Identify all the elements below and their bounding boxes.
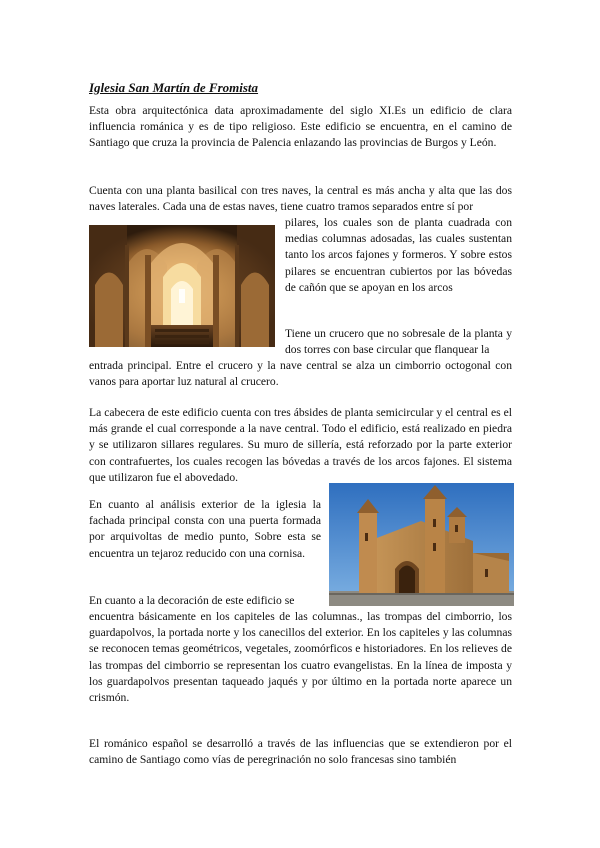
paragraph-decoration-rest: encuentra básicamente en los capiteles de las columnas., las trompas del cimborrio, los guardapolvos, la portada norte y los canecillos del exterior. En los capiteles y las columnas se reconocen temas geométricos, vegetales, zoomórficos e historiadores. En los relieves de las trompas del cimborrio se representan los cuatro evangelistas. En la línea de imposta y los guardapolvos presentan taqueado jaqués y por último en la portada norte aparece un crismón. — [89, 610, 512, 705]
paragraph-exterior: En cuanto al análisis exterior de la iglesia la fachada principal consta con una puerta formada por arquivoltas de medio punto, Sobre esta se encuentra un tejaroz reducido con una cornisa. — [89, 498, 321, 560]
paragraph-romanesque: El románico español se desarrolló a través de las influencias que se extendieron por el camino de Santiago como vías de peregrinación no solo francesas sino también — [89, 737, 512, 767]
church-interior-image — [89, 225, 275, 347]
paragraph-crossing-rest: entrada principal. Entre el crucero y la nave central se alza un cimborrio octogonal con vanos para aportar luz natural al crucero. — [89, 359, 512, 389]
paragraph-apse: La cabecera de este edificio cuenta con tres ábsides de planta semicircular y el central es el más grande el cual corresponde a la nave central. Todo el edificio, está realizado en piedra y se utilizaron sillares regulares. Su muro de sillería, está reforzado por la parte exterior con contrafuertes, los cuales recogen las bóvedas a través de los arcos fajones. El sistema que utilizaron fue el abovedado. — [89, 406, 512, 484]
church-interior-photo — [89, 225, 275, 347]
paragraph-plan-lead: Cuenta con una planta basilical con tres naves, la central es más ancha y alta que las dos naves laterales. Cada una de estas naves, tiene cuatro tramos separados entre sí por — [89, 184, 512, 214]
paragraph-crossing-wrap: Tiene un crucero que no sobresale de la planta y dos torres con base circular que flanquear la — [285, 327, 512, 357]
paragraph-intro: Esta obra arquitectónica data aproximadamente del siglo XI.Es un edificio de clara influencia románica y es de tipo religioso. Este edificio se encuentra, en el camino de Santiago que cruza la provincia de Palencia enlazando las provincias de Burgos y León. — [89, 104, 512, 150]
church-exterior-photo — [329, 483, 514, 606]
page-title: Iglesia San Martín de Fromista — [89, 80, 259, 95]
paragraph-decoration-wrap: En cuanto a la decoración de este edificio se — [89, 594, 295, 607]
church-exterior-image — [329, 483, 514, 606]
paragraph-plan-wrap: pilares, los cuales son de planta cuadrada con medias columnas adosadas, las cuales sustentan tanto los arcos fajones y formeros. Y sobre estos pilares se encuentran cubiertos por las bóvedas de cañón que se apoyan en los arcos — [285, 216, 512, 294]
